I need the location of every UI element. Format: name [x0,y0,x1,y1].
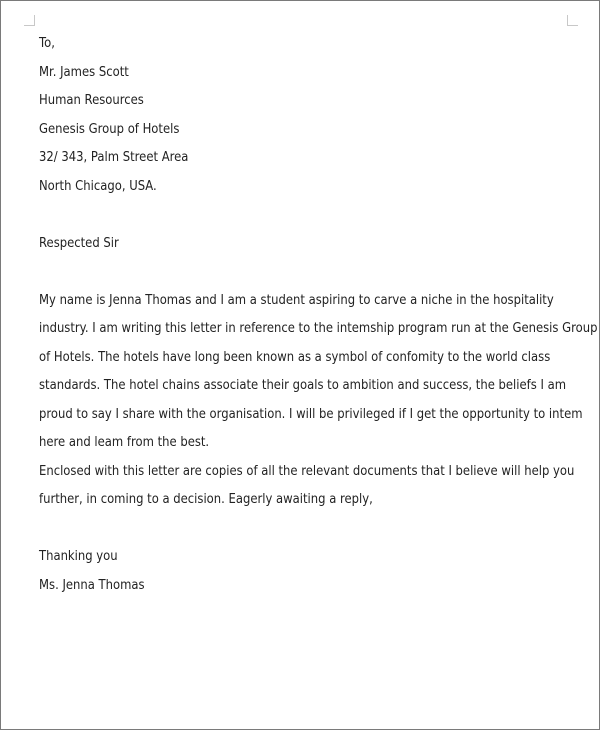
body-line: My name is Jenna Thomas and I am a student aspiring to carve a niche in the hospitality [39,291,554,308]
recipient-company: Genesis Group of Hotels [39,120,180,137]
body-line: proud to say I share with the organisation. I will be privileged if I get the opportunity to intem [39,405,583,422]
body-line: of Hotels. The hotels have long been known as a symbol of confomity to the world class [39,348,551,365]
body-line: Enclosed with this letter are copies of all the relevant documents that I believe will help you [39,462,575,479]
greeting: Respected Sir [39,234,119,251]
recipient-street: 32/ 343, Palm Street Area [39,149,189,165]
recipient-name: Mr. James Scott [39,63,129,80]
recipient-department: Human Resources [39,92,144,108]
recipient-city: North Chicago, USA. [39,177,157,194]
body-line: standards. The hotel chains associate their goals to ambition and success, the beliefs I am [39,377,567,393]
margin-corner-top-left [24,15,35,26]
margin-corner-top-right [567,15,578,26]
signature: Ms. Jenna Thomas [39,576,145,593]
closing: Thanking you [39,548,118,564]
body-line: further, in coming to a decision. Eagerly awaiting a reply, [39,491,373,507]
salutation-to: To, [39,35,55,51]
body-line: industry. I am writing this letter in reference to the intemship program run at the Genesis Group [39,320,598,336]
letter-content [39,29,600,599]
body-line: here and leam from the best. [39,434,210,450]
